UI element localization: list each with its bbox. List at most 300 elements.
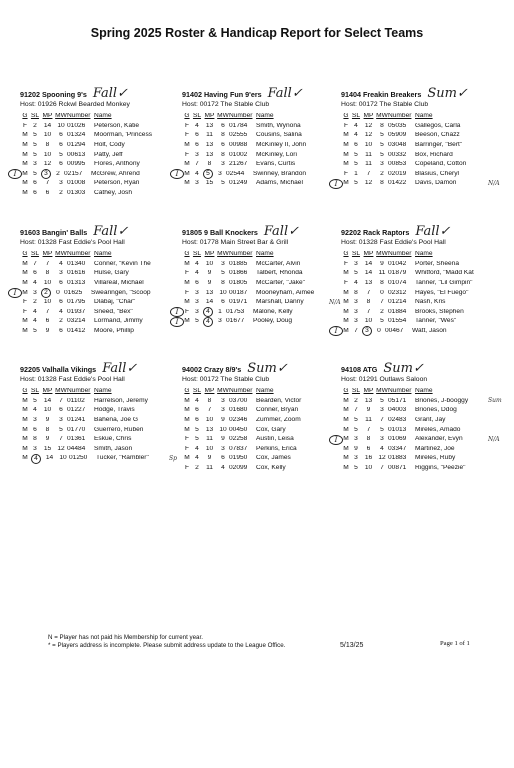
player-matches-played: 9 — [45, 417, 50, 424]
player-skill: 6 — [354, 142, 358, 149]
player-number: 02019 — [388, 170, 407, 177]
player-matches-won: 5 — [221, 180, 225, 187]
handwritten-note: Fall✓ — [263, 224, 300, 239]
player-gender: M — [22, 455, 28, 462]
player-matches-played: 7 — [45, 180, 50, 187]
player-gender: F — [184, 132, 190, 139]
team-block — [20, 362, 186, 464]
player-matches-won: 3 — [59, 180, 63, 187]
player-gender: M — [343, 328, 349, 335]
player-name: Smith, Jason — [94, 445, 133, 452]
player-skill: 4 — [354, 122, 358, 129]
player-matches-won: 6 — [59, 407, 63, 414]
player-skill: 4 — [33, 308, 37, 315]
player-matches-played: 10 — [43, 299, 52, 306]
player-row — [182, 416, 348, 426]
player-gender: M — [184, 142, 190, 149]
col-matches-played: MP — [42, 113, 53, 120]
player-row — [341, 279, 507, 289]
player-matches-won: 5 — [380, 397, 384, 404]
player-name: Eskue, Chris — [94, 436, 132, 443]
player-name: Evans, Curtis — [256, 161, 296, 168]
player-matches-won: 5 — [380, 142, 384, 149]
player-name: Copeland, Cotton — [415, 161, 467, 168]
player-number: 01625 — [64, 289, 83, 296]
player-number: 01340 — [67, 260, 86, 267]
player-number: 00988 — [229, 142, 248, 149]
player-gender: M — [184, 318, 190, 325]
player-gender: M — [22, 151, 28, 158]
legend-unpaid: N = Player has not paid his Membership for current year. — [48, 634, 203, 641]
player-matches-played: 4 — [203, 317, 213, 327]
player-skill: 4 — [195, 270, 199, 277]
player-matches-won: 7 — [380, 299, 384, 306]
col-gender: G — [184, 251, 190, 258]
team-block — [13, 224, 186, 336]
player-skill: 6 — [195, 417, 199, 424]
player-row — [341, 307, 507, 317]
player-skill: 6 — [195, 132, 199, 139]
roster-header — [182, 112, 348, 122]
player-matches-won: 7 — [380, 417, 384, 424]
player-number: 01422 — [388, 180, 407, 187]
player-matches-won: 7 — [380, 465, 384, 472]
player-gender: F — [22, 308, 28, 315]
handwritten-note: Sum — [488, 397, 502, 405]
col-gender: G — [184, 388, 190, 395]
player-gender: F — [343, 122, 349, 129]
team-host: Host: 01328 Fast Eddie's Pool Hall — [341, 239, 446, 246]
player-skill: 5 — [33, 170, 37, 177]
player-row — [182, 269, 348, 279]
player-number: 00853 — [388, 161, 407, 168]
col-matches-played: MP — [363, 388, 374, 395]
player-name: Conner, "Kevin The — [94, 260, 151, 267]
player-matches-played: 12 — [364, 180, 373, 187]
player-gender: M — [22, 445, 28, 452]
player-gender: M — [343, 465, 349, 472]
player-matches-won: 10 — [219, 289, 227, 296]
player-skill: 6 — [33, 426, 37, 433]
player-matches-won: 3 — [380, 436, 384, 443]
roster-header — [182, 250, 348, 260]
player-number: 01074 — [388, 280, 407, 287]
player-matches-played: 7 — [366, 170, 371, 177]
player-number: 01069 — [388, 436, 407, 443]
player-skill: 8 — [354, 289, 358, 296]
player-number: 01971 — [229, 299, 248, 306]
team-block — [334, 361, 507, 473]
player-gender: M — [184, 397, 190, 404]
player-matches-won: 5 — [59, 151, 63, 158]
player-matches-won: 3 — [221, 161, 225, 168]
player-number: 03700 — [229, 397, 248, 404]
col-number: Number — [229, 251, 253, 258]
player-matches-played: 16 — [364, 455, 373, 462]
player-matches-played: 10 — [364, 465, 373, 472]
report-date: 5/13/25 — [340, 642, 364, 649]
player-row — [20, 435, 186, 445]
player-number: 03347 — [388, 445, 407, 452]
player-row — [341, 464, 507, 474]
team-title: 91603 Bangin' Balls — [20, 228, 88, 237]
player-name: Bahena, Joe G — [94, 417, 138, 424]
player-matches-won: 5 — [380, 132, 384, 139]
team-title: 92205 Valhalla Vikings — [20, 365, 97, 374]
player-gender: M — [184, 170, 190, 177]
player-row — [20, 317, 186, 327]
col-matches-played: MP — [363, 113, 374, 120]
player-skill: 4 — [195, 445, 199, 452]
roster-header — [341, 112, 507, 122]
player-matches-played: 8 — [207, 397, 212, 404]
player-number: 01227 — [67, 407, 86, 414]
player-skill: 7 — [195, 161, 199, 168]
handwritten-mark: I — [170, 307, 184, 317]
player-row — [20, 444, 186, 454]
col-name: Name — [256, 251, 274, 258]
player-row — [182, 454, 348, 464]
player-gender: M — [343, 132, 349, 139]
team-block — [13, 86, 186, 198]
player-matches-played: 3 — [362, 326, 372, 336]
player-name: Peterson, Katie — [94, 122, 140, 129]
handwritten-mark: I — [170, 317, 184, 327]
player-number: 02555 — [229, 132, 248, 139]
player-row — [341, 141, 507, 151]
player-gender: M — [343, 417, 349, 424]
player-matches-played: 13 — [205, 426, 214, 433]
team-title: 94108 ATG — [341, 365, 378, 374]
player-gender: M — [22, 132, 28, 139]
player-skill: 9 — [354, 445, 358, 452]
player-skill: 4 — [195, 260, 199, 267]
team-block — [182, 362, 348, 473]
player-name: Tucker, "Rambler" — [96, 455, 149, 462]
player-number: 01950 — [229, 455, 248, 462]
player-matches-played: 8 — [366, 436, 371, 443]
player-matches-played: 15 — [43, 445, 52, 452]
player-matches-won: 3 — [221, 407, 225, 414]
player-number: 03214 — [67, 318, 86, 325]
player-name: Moorman, 'Princess — [94, 132, 153, 139]
team-block — [175, 86, 348, 189]
player-matches-won: 9 — [221, 436, 225, 443]
player-matches-played: 7 — [366, 308, 371, 315]
page-title: Spring 2025 Roster & Handicap Report for Select Teams — [90, 26, 424, 40]
player-gender: M — [22, 161, 28, 168]
player-gender: F — [184, 270, 190, 277]
team-host: Host: 00172 The Stable Club — [182, 101, 270, 108]
player-skill: 3 — [195, 151, 199, 158]
handwritten-note: Sum✓ — [247, 361, 288, 376]
player-number: 01677 — [226, 318, 245, 325]
player-matches-won: 10 — [57, 122, 65, 129]
handwritten-mark: I — [329, 179, 343, 189]
player-number: 03048 — [388, 142, 407, 149]
player-row — [182, 406, 348, 416]
handwritten-note: Sp — [169, 454, 177, 462]
player-gender: M — [22, 280, 28, 287]
player-gender: M — [184, 161, 190, 168]
player-matches-played: 9 — [207, 280, 212, 287]
team-title: 91404 Freakin Breakers — [341, 90, 422, 99]
team-title: 94002 Crazy 8/9's — [182, 365, 242, 374]
player-skill: 3 — [33, 445, 37, 452]
player-matches-won: 12 — [57, 445, 65, 452]
player-gender: F — [22, 299, 28, 306]
col-name: Name — [94, 251, 112, 258]
player-matches-played: 7 — [45, 260, 50, 267]
player-row — [341, 169, 507, 179]
col-skill: SL — [30, 388, 40, 395]
player-matches-won: 5 — [380, 151, 384, 158]
col-skill: SL — [351, 388, 361, 395]
player-skill: 4 — [354, 280, 358, 287]
player-number: 01866 — [229, 270, 248, 277]
player-matches-played: 13 — [205, 142, 214, 149]
player-name: Davis, Damon — [415, 180, 457, 187]
player-gender: M — [184, 417, 190, 424]
team-header — [20, 87, 186, 100]
player-skill: 4 — [195, 122, 199, 129]
player-matches-played: 7 — [207, 407, 212, 414]
col-skill: SL — [351, 113, 361, 120]
player-gender: M — [184, 260, 190, 267]
player-skill: 3 — [354, 455, 358, 462]
player-number: 01294 — [67, 142, 86, 149]
player-name: Martinez, Joe — [415, 445, 455, 452]
player-number: 05171 — [388, 397, 407, 404]
player-matches-played: 13 — [205, 151, 214, 158]
handwritten-mark: I — [8, 169, 22, 179]
player-skill: 3 — [195, 308, 199, 315]
team-block — [334, 86, 507, 189]
player-number: 01303 — [67, 190, 86, 197]
player-skill: 6 — [195, 280, 199, 287]
player-number: 01805 — [229, 280, 248, 287]
col-matches-played: MP — [42, 388, 53, 395]
player-name: Dlabaj, "Char" — [94, 299, 136, 306]
player-matches-won: 4 — [221, 465, 225, 472]
player-name: Grant, Jay — [415, 417, 446, 424]
player-number: 01324 — [67, 132, 86, 139]
player-gender: M — [22, 142, 28, 149]
player-gender: M — [22, 170, 28, 177]
player-matches-won: 8 — [380, 180, 384, 187]
player-matches-won: 8 — [221, 132, 225, 139]
player-matches-won: 0 — [380, 289, 384, 296]
player-name: Hayes, "El Fuego" — [415, 289, 469, 296]
player-name: Holt, Cody — [94, 142, 125, 149]
player-skill: 5 — [354, 417, 358, 424]
player-name: Porter, Sheena — [415, 260, 459, 267]
player-row — [341, 131, 507, 141]
col-gender: G — [343, 113, 349, 120]
player-row — [20, 279, 186, 289]
player-matches-won: 8 — [221, 280, 225, 287]
player-gender: M — [22, 270, 28, 277]
player-skill: 5 — [33, 328, 37, 335]
player-name: Hodge, Travis — [94, 407, 135, 414]
player-skill: 3 — [195, 180, 199, 187]
player-matches-won: 3 — [221, 397, 225, 404]
player-matches-won: 3 — [380, 161, 384, 168]
player-matches-played: 8 — [45, 426, 50, 433]
player-matches-played: 12 — [43, 161, 52, 168]
player-name: Swinney, Brandon — [253, 170, 307, 177]
handwritten-mark: I — [170, 169, 184, 179]
player-matches-played: 12 — [364, 132, 373, 139]
player-skill: 4 — [354, 132, 358, 139]
player-matches-won: 2 — [380, 170, 384, 177]
player-name: Hulse, Gary — [94, 270, 129, 277]
player-name: Swearingen, "Scoop — [91, 289, 151, 296]
player-skill: 3 — [354, 318, 358, 325]
col-gender: G — [22, 388, 28, 395]
player-name: Gallegos, Carla — [415, 122, 461, 129]
player-name: Cousins, Salina — [256, 132, 302, 139]
player-number: 00871 — [388, 465, 407, 472]
col-matches-won: MW — [376, 388, 388, 395]
col-name: Name — [415, 251, 433, 258]
player-skill: 5 — [354, 180, 358, 187]
player-number: 01937 — [67, 308, 86, 315]
team-host: Host: 01291 Outlaws Saloon — [341, 376, 428, 383]
player-matches-won: 3 — [218, 318, 222, 325]
player-gender: F — [184, 445, 190, 452]
player-matches-won: 6 — [221, 142, 225, 149]
team-title: 91805 9 Ball Knockers — [182, 228, 258, 237]
player-gender: M — [343, 426, 349, 433]
player-matches-played: 6 — [45, 318, 50, 325]
player-gender: F — [184, 151, 190, 158]
page-number: Page 1 of 1 — [440, 640, 470, 647]
handwritten-note: Fall✓ — [93, 224, 129, 239]
col-matches-played: MP — [204, 388, 215, 395]
player-row — [182, 131, 348, 141]
team-header — [182, 362, 348, 375]
player-matches-won: 10 — [219, 426, 227, 433]
player-skill: 7 — [354, 407, 358, 414]
player-row — [182, 298, 348, 308]
handwritten-note: N/A — [488, 179, 500, 187]
player-matches-played: 3 — [41, 169, 51, 179]
roster-header — [182, 387, 348, 397]
handwritten-note: N/A — [329, 298, 341, 306]
player-matches-played: 10 — [205, 260, 214, 267]
player-matches-won: 3 — [59, 417, 63, 424]
player-matches-played: 13 — [205, 122, 214, 129]
player-number: 01795 — [67, 299, 86, 306]
col-skill: SL — [192, 388, 202, 395]
player-matches-won: 1 — [218, 308, 222, 315]
player-matches-won: 11 — [378, 270, 386, 277]
player-name: Bearden, Victor — [256, 397, 302, 404]
player-row — [182, 279, 348, 289]
player-skill: 6 — [195, 142, 199, 149]
player-name: Riggins, "Peezie" — [415, 465, 466, 472]
col-skill: SL — [30, 113, 40, 120]
col-gender: G — [343, 388, 349, 395]
player-row — [20, 160, 186, 170]
player-skill: 3 — [33, 417, 37, 424]
team-header — [341, 225, 507, 238]
player-gender: M — [343, 455, 349, 462]
player-number: 01008 — [67, 180, 86, 187]
player-matches-played: 2 — [41, 288, 51, 298]
player-matches-won: 2 — [56, 170, 60, 177]
col-number: Number — [67, 113, 91, 120]
player-name: Beeson, Chazz — [415, 132, 460, 139]
player-row — [341, 317, 507, 327]
player-number: 01680 — [229, 407, 248, 414]
col-name: Name — [415, 113, 433, 120]
player-name: Briones, J-booggy — [415, 397, 469, 404]
player-row — [182, 259, 348, 269]
player-row — [341, 288, 507, 298]
player-name: Talbert, Rhonda — [256, 270, 303, 277]
player-matches-won: 4 — [59, 260, 63, 267]
player-gender: M — [343, 180, 349, 187]
col-number: Number — [67, 251, 91, 258]
col-number: Number — [388, 388, 412, 395]
col-matches-won: MW — [55, 113, 67, 120]
player-row — [341, 425, 507, 435]
player-row — [20, 189, 186, 199]
player-matches-won: 7 — [59, 436, 63, 443]
player-name: Adams, Michael — [256, 180, 303, 187]
player-matches-played: 10 — [205, 417, 214, 424]
player-name: Flores, Anthony — [94, 161, 140, 168]
handwritten-mark: I — [8, 288, 22, 298]
legend-address: * = Players address is incomplete. Please submit address update to the League Office. — [48, 642, 286, 650]
col-name: Name — [94, 113, 112, 120]
player-matches-played: 9 — [366, 407, 371, 414]
player-gender: M — [22, 328, 28, 335]
player-name: Lormand, Jimmy — [94, 318, 143, 325]
player-skill: 5 — [354, 270, 358, 277]
player-matches-won: 3 — [218, 170, 222, 177]
player-gender: M — [343, 445, 349, 452]
player-name: Nash, Kris — [415, 299, 446, 306]
player-row — [20, 416, 186, 426]
player-name: Box, Richard — [415, 151, 453, 158]
player-row — [20, 259, 186, 269]
player-number: 04484 — [67, 445, 86, 452]
player-row — [175, 169, 348, 179]
player-matches-won: 3 — [59, 270, 63, 277]
player-number: 01554 — [388, 318, 407, 325]
player-matches-won: 8 — [221, 151, 225, 158]
player-row — [341, 269, 507, 279]
player-skill: 6 — [195, 407, 199, 414]
player-matches-won: 12 — [378, 455, 386, 462]
player-skill: 4 — [195, 170, 199, 177]
player-number: 01042 — [388, 260, 407, 267]
player-skill: 5 — [195, 436, 199, 443]
player-row — [20, 131, 186, 141]
player-number: 00332 — [388, 151, 407, 158]
player-name: Watt, Jason — [412, 328, 447, 335]
player-gender: F — [22, 122, 28, 129]
col-matches-won: MW — [217, 113, 229, 120]
player-skill: 6 — [33, 270, 37, 277]
player-name: Whitford, "Madd Kat — [415, 270, 474, 277]
player-matches-played: 11 — [206, 132, 213, 139]
player-name: McKinley, Lori — [256, 151, 297, 158]
player-gender: F — [184, 436, 190, 443]
